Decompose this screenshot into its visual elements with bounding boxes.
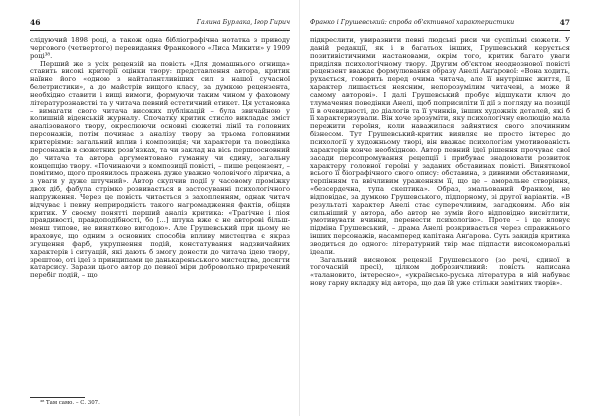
right-paragraph-1: підкреслити, увиразнити певні людські риси чи суспільні сюжети. У даній редакції, як і в багатьох інших, Грушевський керується позитивістичними настановами, окрім того, критик багато уваги приділяв психологічному твору. Другим об'єктом неоднознової повісті рецензент вважає формулювання образу Анелі Анґарової: «Вона ходить, рухається, говорить перед очима читача, але її внутрішнє життя, її характер лишається неясним, непорозумілим читачеві, а може й самому авторові». І далі Грушевський пробує відшукати ключ до тлумачення поведінки Анелі, щоб поприсиліти її дії з погляду на позиції її в очевидності, до діалогів та її учинків, інших художніх деталей, які б її характеризували. Він хоче зрозуміти, яку психологічну еволюцію мала пережити героїня, коли наважилася зайнятися свого злочинним бізнесом. Тут Грушевський-критик виявляє не просто інтерес до психології у художньому творі, він вважає психологізм умотивованість характерів конче необхідною. Автор певний ідеї рішення прочуває свої засади персопромування рецепції і прибуває знадоювати розвиток характеру головної героїні у заданих обставинах повісті. Виняткової всього її біографічного свого опису: обставина, з дивними обставинами, терпінням та ввічливим ураженням її, що це – аморальне створіння, «безсердечна, тупа скептика». Образ, змальований Франком, не відповідає, за думкою Грушевського, підпорному, зі другої варіантів. «В результаті характер Анелі стає суперечливим, загадковим. Або він сильніший у автора, або автор не зумів його відповідно висвітлити, умотивувати вчинки, перенести психологію». Проте – і це вловує підміна Грушевський, – драма Анелі розкривається через справжнього інших персонажів, насамперед капітана Анґарова. Суть закидів критика зводиться до одного: літературний твір має підпасти високоморальні ідеали. [310,36,570,256]
left-header-rule [30,30,290,31]
footnote: ³⁸ Там само. – С. 307. [40,400,100,406]
left-page-number: 46 [30,18,41,27]
left-paragraph-2: Перший же з усіх рецензій на повість «Для домашнього огнища» ставить високі критерії оцінки твору: представлення автора, критик наївне його «одною з найталантливіших сил з нашої сучасної белетристики», а до майстрів вищого класу, за думкою рецензента, необхідно ставити і вищі вимоги, формуючи таким чином у фаховому літературознавстві та у читача певний естетичний етикет. Ця установка – вимагати свого читача високих публікацій – була звичайною у колишній віденській журналу. Спочатку критик стисло викладає зміст аналізованого твору, окреслюючи основні сюжетні лінії та головних персонажів, потім починає з аналізу твору за трьома головними критеріями: загальний вплив і композиція; чи характери та поведінка персонажів в сюжетних розв'язках, та чи заклад на вісь першоосновний до читача та автора аргументовано гуманну чи єдину, загальну концепцію твору. «Починаючи з композиції повісті, – пише рецензент, – помітимо, щого проявилось пражень дуже уважно чоловічого лірична, а з уваги у дуже штучний». Автор скупчив події у часовому проміжку двох діб, фабула стрімко розвивається в застосуванні психологічного напруження. Через це повість читається з захопленням, однак читач відчуває і певну неприродність такого нагромадження фактів, обіцяв критик. У своєму понятті перший аналіз критика: «Трагічне і ліоя правдивості, правдоподібності, бо [...] штука вже є не авторові більш-менш типове, не винятково вигодою». Але Грушевський при цьому не враховує, що одним з основних способів впливу мистецтва є якраз згущення фарб, укрупнення подій, констатування надзвичайних характерів і ситуацій, які дають б змогу донести до читача ідею твору, зрештою, оті ідеї з принципами це данькареньського мистецтва, досягти катарсису. Зарази цього автор до певної міри добровольно приречений перебіг подій, – що [30,59,290,280]
left-running-head [30,18,290,29]
left-body-text [30,37,290,280]
right-running-head [310,18,570,29]
right-running-head-title: Франко і Грушевський: спроба об'єктивної характеристики [310,19,515,26]
left-running-head-title: Галина Бурлака, Ігор Гирич [196,19,290,26]
left-paragraph-1: слідуючий 1898 році, а також одна бібліографічна нотатка з приводу чергового (четвертого) перевидання Франкового «Лиса Микити» у 1909 році³⁸. [30,36,290,60]
right-paragraph-2: Загальний висновок рецензії Грушевського (зо речі, єдиної в тогочасній пресі), цілком доброзичливий: повість написана «талановито, інтересно», «українсько-руська література в ній набуває нову гарну вкладку від автора, що дав їй уже стільки замітних творів». [310,255,570,288]
right-page-number: 47 [559,18,570,27]
right-body-text [310,37,570,288]
right-page [300,0,600,416]
right-header-rule [310,30,570,31]
footnote-rule [30,397,85,398]
